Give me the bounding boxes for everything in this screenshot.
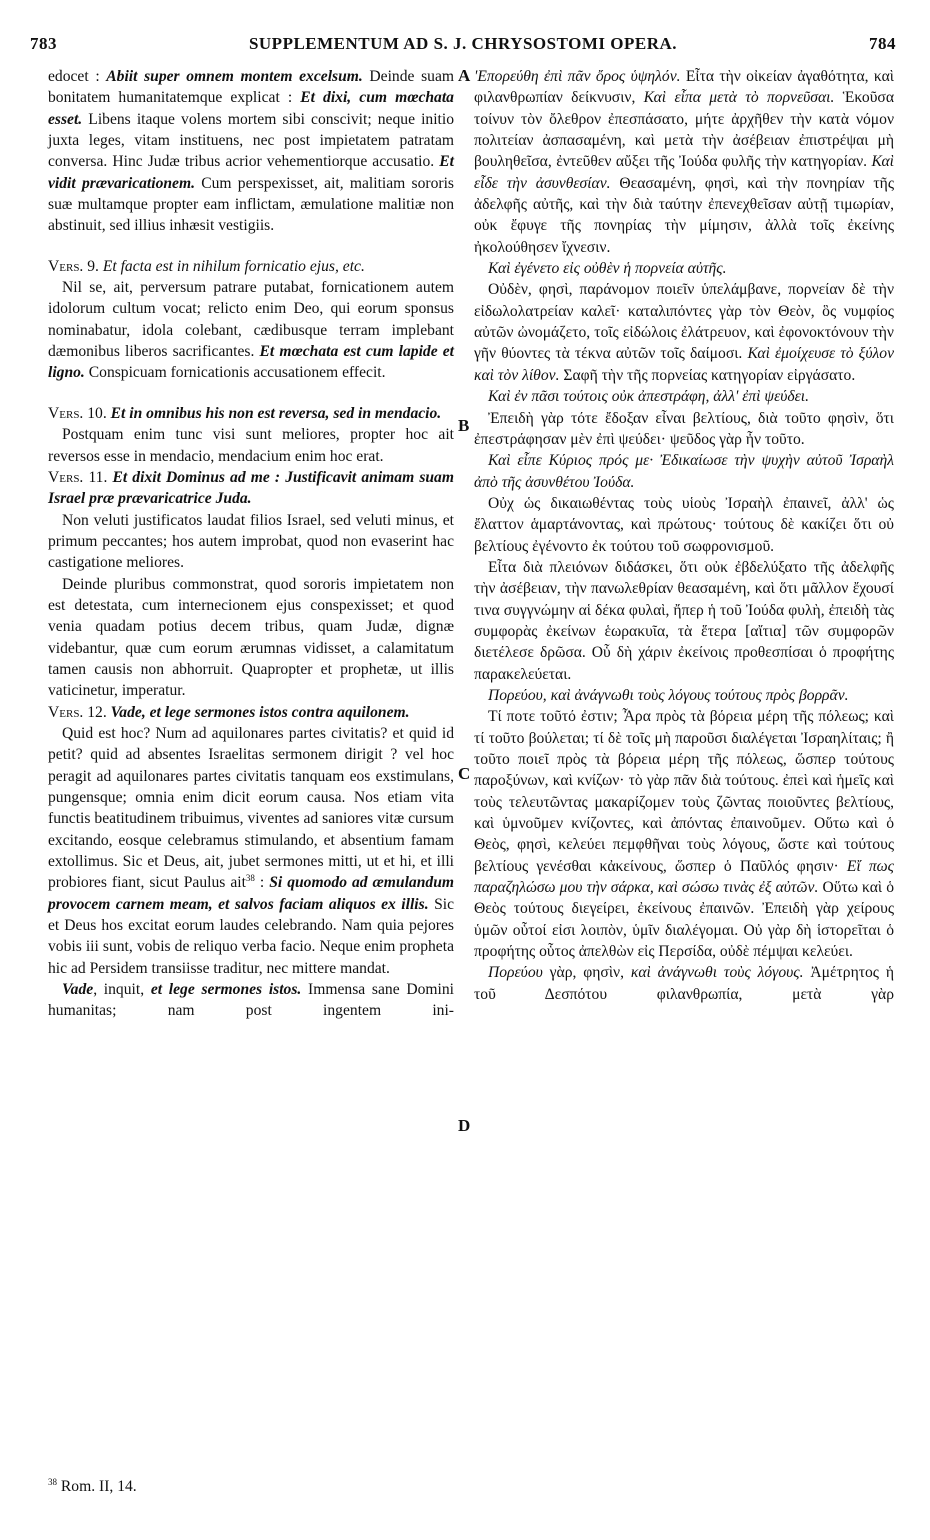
text: Sic et Deus hos excitat eorum laudes celebrando. Nam quia pejores vobis iii sunt, vobis de reliquo verba facio. Neque enim propheta hic ad Persidem transiisse traditur, nec mittere mandat. [48,895,454,977]
margin-marker-b: B [458,416,470,435]
scripture-quote: 'Επορεύθη ἐπὶ πᾶν ὄρος ὑψηλόν. [474,68,681,85]
greek-paragraph [474,66,894,258]
verse-heading-10 [48,403,454,424]
verse-number: Vers. 11. [48,468,108,486]
text: Nil se, ait, perversum patrare putabat, fornicationem autem idolorum cultum vocat; relicto enim Deo, qui eorum sponsus nominabatur, idola colebant, cædibusque terram implebant dæmonibus liberos sacrificantes. [48,279,454,361]
text: Conspicuam fornicationis accusationem effecit. [84,364,386,382]
scripture-quote: et lege sermones istos. [150,981,302,999]
scripture-quote: Πορεύου [488,964,543,982]
verse-number: Vers. 9. [48,257,99,275]
text: Ἀμέτρητος ἡ τοῦ Δεσπότου φιλανθρωπία, μετὰ γὰρ [474,964,894,1003]
text: Εἶτα τὴν οἰκείαν ἀγαθότητα, καὶ φιλανθρωπίαν δείκνυσιν, [474,68,894,107]
margin-marker-d: D [458,1116,471,1135]
text: γὰρ, φησὶν, [542,964,631,982]
text: Οὕτω καὶ ὁ Θεὸς τούτους διεγείρει, ἐκείνους ἐπαινῶν. Ἐπειδὴ γὰρ χείρους ὑμῶν οὗτοί εἰσι λοιπὸν, ὑμῖν διαλέγομαι. Οὐ γὰρ δὴ ἱστορεῖται ὁ προφήτης οὗτος ἀπελθὼν εἰς Περσίδα, οὐδὲ πέμψαι κελεύει. [474,879,894,961]
text: Immensa sane Domini humanitas; nam post ingentem ini- [48,981,454,1020]
scripture-quote: καὶ ἀνάγνωθι τοὺς λόγους. [630,964,804,982]
latin-paragraph [48,723,454,979]
page-number-left: 783 [30,34,57,53]
text: Θεασαμένη, φησὶ, καὶ τὴν πονηρίαν τῆς ἀδελφῆς αὐτῆς, καὶ τὴν διὰ ταύτην ἐπενεχθεῖσαν αὐτῇ τιμωρίαν, οὐκ ἔφυγε τῆς πονηρίας τὴν μίμησιν, ἀλλὰ τοῖς ἐκείνης ἠκολούθησεν ἴχνεσιν. [474,174,894,256]
greek-paragraph [474,962,894,1005]
greek-verse-heading: Καὶ εἶπε Κύριος πρός με· Ἐδικαίωσε τὴν ψυχὴν αὐτοῦ Ἰσραὴλ ἀπὸ τῆς ἀσυνθέτου Ἰούδα. [474,452,894,491]
text: Οὐδὲν, φησὶ, παράνομον ποιεῖν ὑπελάμβανε, πορνείαν δὲ τὴν εἰδωλολατρείαν καλεῖ· καταλιπόντες γὰρ τὸν Θεὸν, ὃς νυμφίος αὐτῶν ὠνομάζετο, τοῖς εἰδώλοις ἐλάτρευον, καὶ ἐφονοκτόνουν τὴν γῆν θύοντες τὰ τέκνα αὐτῶν τοῖς δαίμοσι. [474,281,894,363]
text: Quid est hoc? Num ad aquilonares partes civitatis? et quid id petit? quid ad absentes Israelitas sermonem dirigit ? vel hoc peragit ad aquilonares partes civitatis tanquam eos exstimulans, pungensque; omnia enim dicit eorum causa. Nos etiam vita functis beatitudinem tribuimus, viventes ad saniores vitæ cursum excitando, eosque celebramus stimulando, et absentium famam extollimus. Sic et Deus, ait, jubet sermones mitti, ut et hi, et illi probiores fiant, sicut Paulus ait [48,724,454,892]
verse-text: Vade, et lege sermones istos contra aquilonem. [106,703,410,721]
greek-verse-heading: Πορεύου, καὶ ἀνάγνωθι τοὺς λόγους τούτους πρὸς βορρᾶν. [488,686,849,704]
page-header [30,34,896,58]
footnote-reference: 38 [245,873,255,884]
latin-paragraph [48,979,454,1022]
scripture-quote: Καὶ εἶπα μετὰ τὸ πορνεῦσαι. [643,89,835,107]
greek-paragraph [474,706,894,962]
scripture-quote: Et dixi, cum mœchata esset. [48,89,454,128]
verse-heading-12 [48,702,454,723]
latin-paragraph [48,66,454,237]
page-number-right: 784 [869,34,896,53]
scripture-quote: Si quomodo ad æmulandum provocem carnem meam, et salvos faciam aliquos ex illis. [48,874,455,913]
greek-verse-heading: Καὶ ἐν πᾶσι τούτοις οὐκ ἀπεστράφη, ἀλλ' ἐπὶ ψεύδει. [488,388,810,406]
latin-paragraph [48,277,454,384]
latin-column [48,66,454,1022]
margin-marker-c: C [458,764,471,783]
text: Libens itaque volens mortem sibi conscivit; neque initio juxta leges, vitam instituens, nec post impietatem patratam conversa. Hinc Judæ tribus acrior vehementiorque accusatio. [48,110,454,171]
greek-paragraph: Ἐπειδὴ γὰρ τότε ἔδοξαν εἶναι βελτίους, διὰ τοῦτο φησὶν, ὅτι ἐπεστράφησαν μὲν ἐπὶ ψεύδει· ψεῦδος γὰρ ἦν τοῦτο. [474,409,894,448]
footnote [48,1478,137,1496]
text: Τί ποτε τοῦτό ἐστιν; Ἆρα πρὸς τὰ βόρεια μέρη τῆς πόλεως; καὶ τί τοῦτο βούλεται; τί δὲ τοῖς μὴ παροῦσι διαλέγεται Ἰσραηλίταις; ἢ τοῦτο ποιεῖ πρὸς τὰ βόρεια μέρη τῆς πόλεως, ὥσπερ τούτους παροξύνων, καὶ κνίζων· τὸ γὰρ πᾶν διὰ τούτους. ἐπεὶ καὶ ἡμεῖς καὶ τοὺς τελευτῶντας μακαρίζομεν τοὺς ζῶντας ποιοῦντες βελτίους, καὶ ὑμνοῦμεν κνίζοντες, καὶ ἀπόντας ἐπαινοῦμεν. Οὕτω καὶ ὁ Θεὸς, φησὶ, κελεύει πεμφθῆναι τοὺς λόγους, ὥστε καὶ τούτους βελτίους γενέσθαι κἀκείνους, ὥσπερ ὁ Παῦλός φησιν· [474,708,894,875]
greek-paragraph: Οὐχ ὡς δικαιωθέντας τοὺς υἱοὺς Ἰσραὴλ ἐπαινεῖ, ἀλλ' ὡς ἔλαττον ἁμαρτάνοντας, καὶ πρώτους· τούτους δὲ κακίζει ὅτι οὐ βελτίους ἐγένοντο ἐκ τούτου τοῦ σωφρονισμοῦ. [474,494,894,555]
scripture-quote: Et vidit prævaricationem. [48,153,454,192]
scripture-quote: Vade [62,981,94,999]
scripture-quote: Et mœchata est cum lapide et ligno. [48,343,454,382]
scripture-quote: Εἴ πως παραζηλώσω μου τὴν σάρκα, καὶ σώσω τινὰς ἐξ αὐτῶν. [474,857,895,897]
footnote-number: 38 [48,1476,57,1487]
margin-marker-a: A [458,66,471,85]
greek-paragraph [474,279,894,386]
running-title: SUPPLEMENTUM AD S. J. CHRYSOSTOMI OPERA. [248,34,678,53]
latin-paragraph: Non veluti justificatos laudat filios Israel, sed veluti minus, et primum peccantes; hos autem improbat, quod non evaserint hac castigatione meliores. [48,511,454,572]
verse-number: Vers. 12. [48,703,107,721]
verse-heading-9 [48,256,454,277]
scripture-quote: Καὶ ἐμοίχευσε τὸ ξύλον καὶ τὸν λίθον. [474,345,894,384]
scripture-quote: Abiit super omnem montem excelsum. [106,68,363,85]
latin-paragraph: Postquam enim tunc visi sunt meliores, propter hoc ait reversos esse in mendacio, mendacium enim hoc erat. [48,426,454,465]
verse-text: Et in omnibus his non est reversa, sed in mendacio. [106,404,442,422]
verse-text: Et facta est in nihilum fornicatio ejus, etc. [98,257,365,275]
text: , inquit, [93,981,151,999]
greek-column [474,66,894,1005]
footnote-text: Rom. II, 14. [57,1478,137,1495]
text: : [254,874,270,892]
text: Deinde suam bonitatem humanitatemque explicat : [48,68,454,107]
verse-number: Vers. 10. [48,404,107,422]
text: Σαφῆ τὴν τῆς πορνείας κατηγορίαν εἰργάσατο. [559,366,856,384]
text: edocet : [48,68,107,85]
greek-verse-heading: Καὶ ἐγένετο εἰς οὐθὲν ἡ πορνεία αὐτῆς. [488,260,727,278]
verse-text: Et dixit Dominus ad me : Justificavit animam suam Israel præ prævaricatrice Juda. [48,468,454,508]
verse-heading-11 [48,467,454,510]
text: Cum perspexisset, ait, malitiam sororis suæ multamque propter eam inflictam, æmulatione malitiæ non abstinuit, sed illius inhæsit vestigiis. [48,174,454,235]
scripture-quote: Καὶ εἶδε τὴν ἀσυνθεσίαν. [474,153,894,192]
latin-paragraph: Deinde pluribus commonstrat, quod sororis impietatem non est detestata, cum internecionem ejus conspexisset; et quod venia quadam potius decem tribus, quam Judæ, dignæ videbantur, quæ cum eorum ærumnas vidisset, a calamitatum tamen causis non abhorruit. Quapropter et prophetæ, ut illis vaticinetur, imperatur. [48,575,454,700]
greek-paragraph: Εἶτα διὰ πλειόνων διδάσκει, ὅτι οὐκ ἐβδελύξατο τῆς ἀδελφῆς τὴν ἀσέβειαν, τὴν πανωλεθρίαν θεασαμένη, καὶ ὅτι μᾶλλον ἔχουσί τινα συγγνώμην αἱ δέκα φυλαὶ, ἤπερ ἡ τοῦ Ἰούδα φυλὴ, ἐπειδὴ τὰς συμφορὰς ἐκείνων ἑωρακυῖα, τὰ ἕτερα [αἴτια] τῶν συμφορῶν διετέλεσε δρῶσα. Οὗ δὴ χάριν ἐκείνοις προθεσπίσαι ὁ προφήτης παρακελεύεται. [474,558,894,683]
text: Ἑκοῦσα τοίνυν τὸν ὄλεθρον ἐπεσπάσατο, μήτε ἀρχῆθεν τὴν κατὰ νόμον πολιτείαν ἀσπασαμένη, καὶ μετὰ τὴν ἀσέβειαν ἐπιστρέψαι μὴ βουληθεῖσα, ἐντεῦθεν αὔξει τῆς Ἰούδα φυλῆς τὴν κατηγορίαν. [474,89,894,171]
